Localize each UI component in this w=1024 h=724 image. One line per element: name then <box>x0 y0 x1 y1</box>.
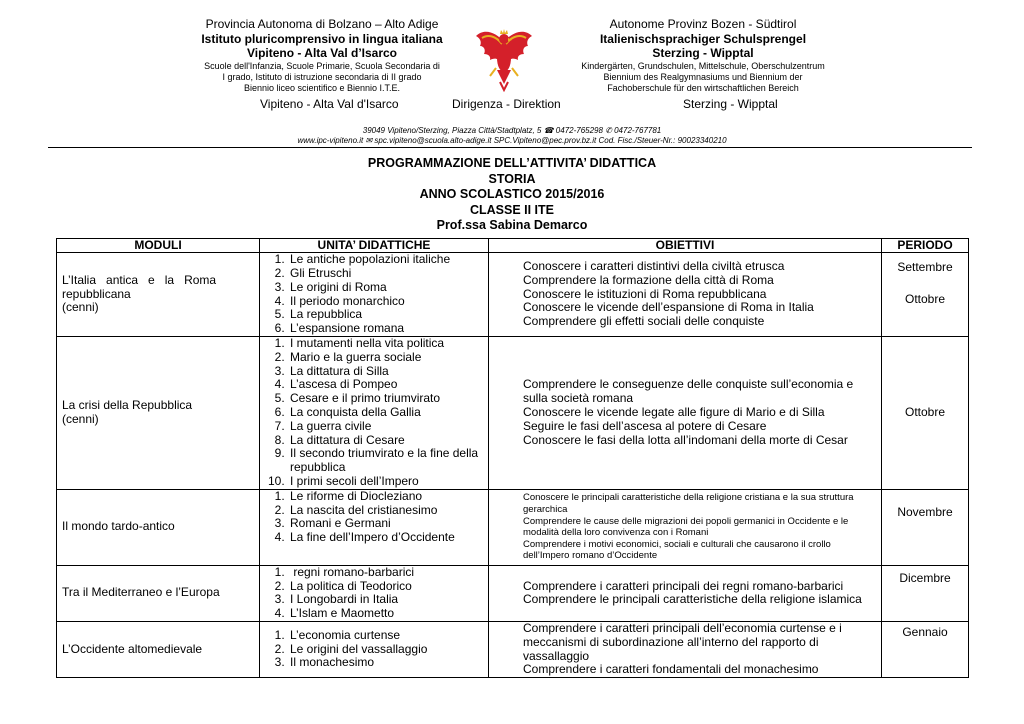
objective-text: Conoscere i caratteri distintivi della civiltà etrusca <box>523 259 785 273</box>
period-cell <box>882 337 969 490</box>
schools-line-3: Biennio liceo scientifico e Biennio I.T.E. <box>243 82 401 93</box>
objective-text: Comprendere i caratteri fondamentali del monachesimo <box>523 662 819 677</box>
header-left <box>188 17 456 94</box>
list-item: 1. L’economia curtense <box>288 629 483 643</box>
list-item: 1. I mutamenti nella vita politica <box>288 337 483 351</box>
schools-line-2: I grado, Istituto di istruzione secondaria di II grado <box>222 71 422 82</box>
objective-text: Comprendere gli effetti sociali delle conquiste <box>523 314 765 329</box>
institute-name-de: Italienischsprachiger Schulsprengel <box>599 31 807 46</box>
objective-text: Conoscere le principali caratteristiche della religione cristiana e la sua struttura gerarchica <box>523 492 854 516</box>
module-cell <box>57 337 260 490</box>
period-text: Gennaio <box>902 624 948 639</box>
objective-text: Conoscere le fasi della lotta all’indomani della morte di Cesar <box>523 432 848 447</box>
objective-text: Comprendere le conseguenze delle conquiste sull’economia e sulla società romana <box>523 377 854 406</box>
objective-text: Comprendere i caratteri principali dei regni romano-barbarici <box>523 578 844 593</box>
objectives-cell <box>489 489 882 565</box>
location-it: Vipiteno - Alta Val d’Isarco <box>246 46 398 60</box>
period-cell <box>882 621 969 677</box>
period-cell <box>882 565 969 621</box>
module-cell <box>57 253 260 337</box>
units-list <box>265 253 483 336</box>
module-text: Il mondo tardo-antico <box>62 519 175 534</box>
list-item: 5. Cesare e il primo triumvirato <box>288 392 483 406</box>
row3-right: Sterzing - Wipptal <box>683 97 778 111</box>
location-de: Sterzing - Wipptal <box>652 46 754 60</box>
units-cell <box>260 621 489 677</box>
list-item: 4. L’ascesa di Pompeo <box>288 378 483 392</box>
list-item: 5. La repubblica <box>288 308 483 322</box>
units-list <box>265 566 483 621</box>
period-text: Ottobre <box>904 404 946 419</box>
document-title-block <box>0 156 1024 234</box>
table-row <box>57 565 969 621</box>
table-row <box>57 337 969 490</box>
row3-left: Vipiteno - Alta Val d'Isarco <box>260 97 399 111</box>
period-cell <box>882 253 969 337</box>
period-text: Ottobre <box>904 291 946 306</box>
doc-title: PROGRAMMAZIONE DELL’ATTIVITA’ DIDATTICA <box>367 156 657 170</box>
units-cell <box>260 253 489 337</box>
objectives-cell <box>489 253 882 337</box>
module-cell <box>57 621 260 677</box>
objective-text: Comprendere i motivi economici, sociali e culturali che causarono il crollo dell’Impero romano d’Occidente <box>523 538 831 562</box>
table-row <box>57 621 969 677</box>
objectives-cell <box>489 565 882 621</box>
province-name-de: Autonome Provinz Bozen - Südtirol <box>609 17 797 31</box>
table-header-row <box>57 239 969 253</box>
table-row <box>57 253 969 337</box>
doc-class: CLASSE II ITE <box>469 202 555 217</box>
objective-text: Conoscere le istituzioni di Roma repubblicana <box>523 286 767 301</box>
doc-subject: STORIA <box>488 171 536 186</box>
module-text: (cenni) <box>62 411 99 426</box>
module-cell <box>57 565 260 621</box>
objective-text: Comprendere la formazione della città di Roma <box>523 272 774 287</box>
module-text: L’Italia antica e la Roma <box>62 272 217 287</box>
list-item: 7. La guerra civile <box>288 420 483 434</box>
units-list <box>265 337 483 489</box>
list-item: 8. La dittatura di Cesare <box>288 434 483 448</box>
schools-de-line-3: Fachoberschule für den wirtschaftlichen Bereich <box>607 82 799 93</box>
list-item: 3. La dittatura di Silla <box>288 365 483 379</box>
header-moduli: MODULI <box>57 239 260 253</box>
program-table <box>56 238 969 678</box>
contact-address: 39049 Vipiteno/Sterzing, Piazza Città/Stadtplatz, 5 ☎ 0472-765298 ✆ 0472-767781 <box>362 126 662 135</box>
list-item: 1. Le antiche popolazioni italiche <box>288 253 483 267</box>
header-right <box>556 17 850 94</box>
list-item: 9. Il secondo triumvirato e la fine della repubblica <box>288 447 483 475</box>
row3-center: Dirigenza - Direktion <box>452 97 561 111</box>
header-obiettivi: OBIETTIVI <box>489 239 882 253</box>
list-item: 3. I Longobardi in Italia <box>288 593 483 607</box>
list-item: 2. Mario e la guerra sociale <box>288 351 483 365</box>
institute-name-it: Istituto pluricomprensivo in lingua italiana <box>201 31 443 46</box>
period-cell <box>882 489 969 565</box>
list-item: 3. Il monachesimo <box>288 656 483 670</box>
list-item: 1. regni romano-barbarici <box>288 566 483 580</box>
list-item: 4. La fine dell’Impero d’Occidente <box>288 531 483 545</box>
list-item: 6. La conquista della Gallia <box>288 406 483 420</box>
header-divider <box>48 147 972 148</box>
period-text: Dicembre <box>899 570 951 585</box>
list-item: 4. Il periodo monarchico <box>288 295 483 309</box>
eagle-emblem-icon <box>474 22 534 92</box>
objective-text: Comprendere i caratteri principali dell’economia curtense e i meccanismi di subordinazione all’interno del rapporto di vassallaggio <box>523 620 842 663</box>
table-row <box>57 489 969 565</box>
module-cell <box>57 489 260 565</box>
list-item: 2. La politica di Teodorico <box>288 580 483 594</box>
list-item: 2. La nascita del cristianesimo <box>288 504 483 518</box>
province-name-it: Provincia Autonoma di Bolzano – Alto Adige <box>205 17 439 31</box>
units-list <box>265 490 483 545</box>
list-item: 10. I primi secoli dell’Impero <box>288 475 483 489</box>
objective-text: Comprendere le principali caratteristiche della religione islamica <box>523 592 862 607</box>
list-item: 3. Le origini di Roma <box>288 281 483 295</box>
objectives-cell <box>489 337 882 490</box>
schools-de-line-2: Biennium des Realgymnasiums und Biennium der <box>603 71 803 82</box>
contact-web: www.ipc-vipiteno.it ✉ spc.vipiteno@scuola.alto-adige.it SPC.Vipiteno@pec.prov.bz.it Cod. Fisc./Steuer-Nr.: 90023340210 <box>297 136 727 145</box>
doc-teacher: Prof.ssa Sabina Demarco <box>436 218 588 232</box>
schools-de-line-1: Kindergärten, Grundschulen, Mittelschule, Oberschulzentrum <box>581 60 825 71</box>
list-item: 2. Gli Etruschi <box>288 267 483 281</box>
header-unita: UNITA’ DIDATTICHE <box>260 239 489 253</box>
units-list <box>265 629 483 670</box>
objective-text: Comprendere le cause delle migrazioni dei popoli germanici in Occidente e le modalità della loro convivenza con i Romani <box>523 515 849 539</box>
objective-text: Conoscere le vicende dell’espansione di Roma in Italia <box>523 300 814 315</box>
list-item: 6. L’espansione romana <box>288 322 483 336</box>
doc-school-year: ANNO SCOLASTICO 2015/2016 <box>419 187 605 201</box>
objectives-cell <box>489 621 882 677</box>
units-cell <box>260 565 489 621</box>
period-text: Settembre <box>897 260 953 274</box>
objective-text: Conoscere le vicende legate alle figure di Mario e di Silla <box>523 404 825 419</box>
units-cell <box>260 337 489 490</box>
list-item: 4. L’Islam e Maometto <box>288 607 483 621</box>
list-item: 2. Le origini del vassallaggio <box>288 643 483 657</box>
schools-line-1: Scuole dell'Infanzia, Scuole Primarie, Scuola Secondaria di <box>204 60 440 71</box>
module-text: (cenni) <box>62 300 99 315</box>
module-text: La crisi della Repubblica <box>62 398 193 413</box>
period-text: Novembre <box>897 504 953 519</box>
list-item: 1. Le riforme di Diocleziano <box>288 490 483 504</box>
units-cell <box>260 489 489 565</box>
module-text: repubblicana <box>62 286 131 301</box>
module-text: Tra il Mediterraneo e l’Europa <box>62 585 220 600</box>
objective-text: Seguire le fasi dell’ascesa al potere di Cesare <box>523 418 767 433</box>
header-periodo: PERIODO <box>882 239 969 253</box>
list-item: 3. Romani e Germani <box>288 517 483 531</box>
module-text: L’Occidente altomedievale <box>62 641 203 656</box>
